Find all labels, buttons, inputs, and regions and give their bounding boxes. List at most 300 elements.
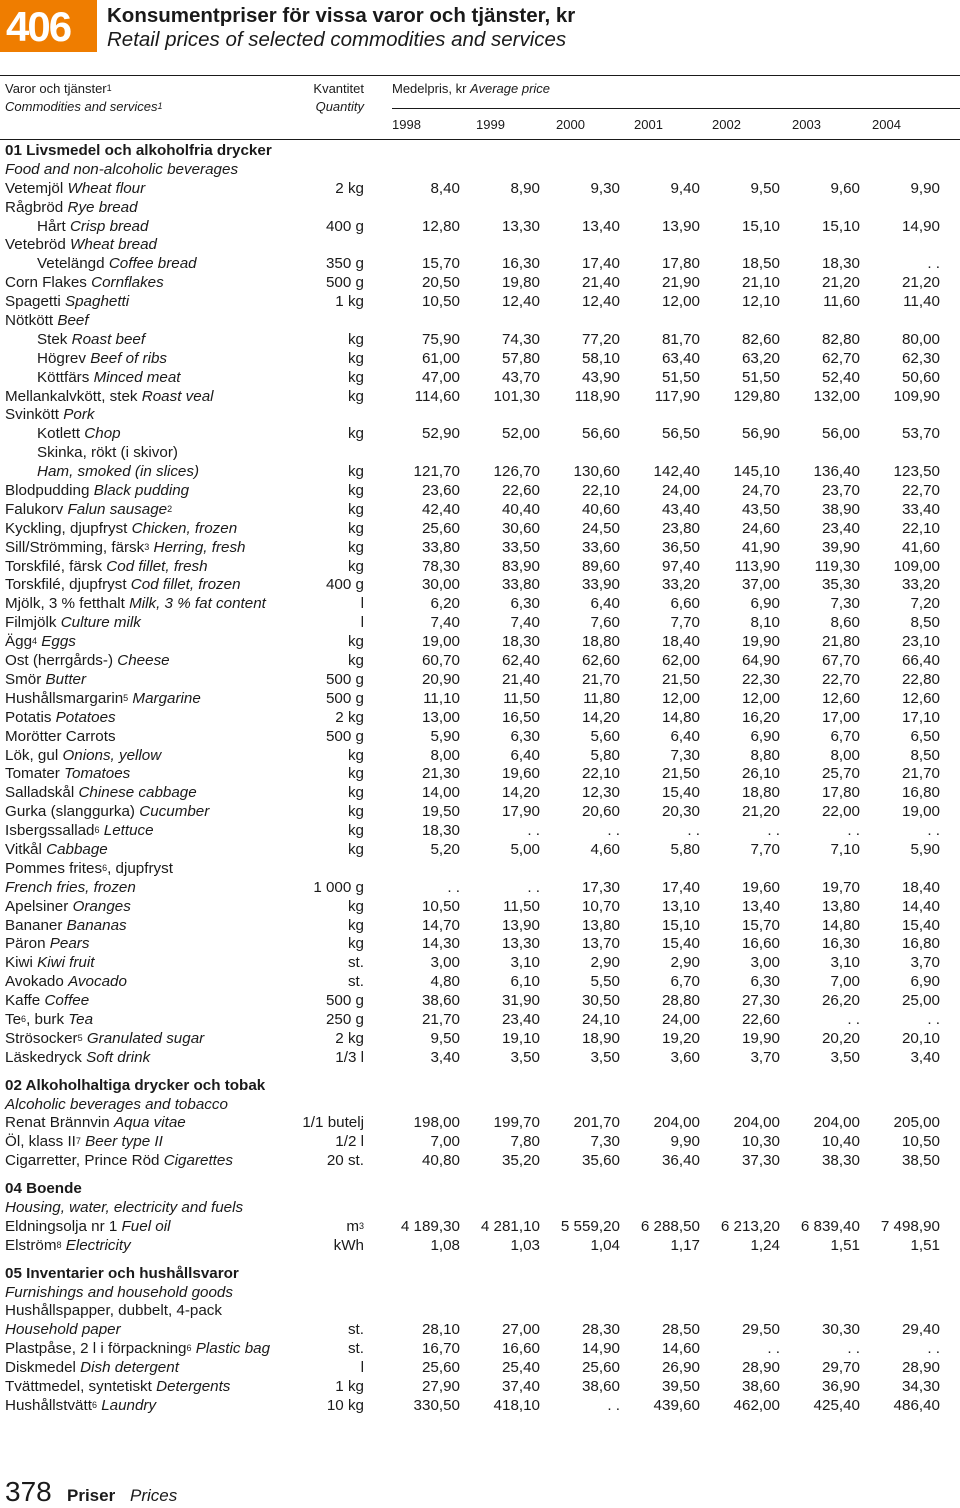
price-cell: 15,40	[901, 916, 940, 934]
quantity-value: kg	[347, 916, 364, 934]
price-cell: 36,50	[661, 538, 700, 556]
price-cell: 41,90	[741, 538, 780, 556]
price-cell: 129,80	[733, 387, 780, 405]
price-cell: 7,60	[590, 614, 620, 632]
price-cell: 3,40	[430, 1048, 460, 1066]
table-row	[0, 179, 960, 198]
quantity-cell	[348, 462, 364, 481]
price-cell: . .	[927, 1340, 940, 1358]
price-cell: 61,00	[421, 349, 460, 367]
quantity-value: 2 kg	[335, 708, 364, 726]
table-row	[0, 1151, 960, 1170]
price-cell: 29,50	[741, 1321, 780, 1339]
price-cell: 6,90	[750, 595, 780, 613]
price-cell: 18,30	[421, 822, 460, 840]
price-cell: 39,90	[821, 538, 860, 556]
price-cell: 3,10	[510, 954, 540, 972]
price-cell: 17,90	[501, 803, 540, 821]
quantity-cell	[348, 764, 364, 783]
label-sv: Spagetti	[5, 293, 61, 311]
price-cell: 12,00	[661, 689, 700, 707]
price-cell: 7,20	[910, 595, 940, 613]
quantity-cell	[326, 575, 364, 594]
row-label	[5, 1236, 131, 1255]
quantity-cell	[313, 878, 364, 897]
price-cell: 13,10	[661, 897, 700, 915]
price-cell: 7,30	[590, 1133, 620, 1151]
price-cell: 6,90	[910, 973, 940, 991]
price-cell: 439,60	[653, 1396, 700, 1414]
quantity-value: kg	[347, 633, 364, 651]
price-cell: 330,50	[413, 1396, 460, 1414]
label-sv: Hushållspapper, dubbelt, 4-pack	[5, 1302, 222, 1320]
label-sv: Plastpåse, 2 l i förpackning	[5, 1340, 187, 1358]
table-row	[0, 519, 960, 538]
quantity-cell	[302, 1113, 364, 1132]
quantity-value: 1 kg	[335, 293, 364, 311]
quantity-cell	[335, 708, 364, 727]
price-cell: 19,60	[741, 878, 780, 896]
price-cell: 15,70	[741, 916, 780, 934]
table-row	[0, 1236, 960, 1255]
label-sv: Vetelängd	[37, 255, 105, 273]
table-row	[0, 1377, 960, 1396]
price-cell: 1,51	[830, 1236, 860, 1254]
row-label	[37, 424, 121, 443]
price-cell: 23,80	[661, 519, 700, 537]
row-label	[37, 254, 197, 273]
price-cell: 34,30	[901, 1378, 940, 1395]
price-cell: 13,70	[581, 935, 620, 953]
price-cell: 204,00	[653, 1114, 700, 1132]
price-cell: 6,30	[510, 727, 540, 745]
price-cell: 22,10	[581, 482, 620, 500]
price-cell: 9,60	[830, 179, 860, 197]
price-cell: 14,60	[661, 1340, 700, 1358]
label-sv-suffix: , djupfryst	[107, 859, 173, 877]
price-cell: 8,00	[430, 746, 460, 764]
table-row	[0, 613, 960, 632]
price-cell: 38,60	[421, 992, 460, 1010]
price-cell: 24,00	[661, 1010, 700, 1028]
price-cell: 50,60	[901, 368, 940, 386]
price-cell: 3,50	[590, 1048, 620, 1066]
quantity-cell	[326, 670, 364, 689]
price-cell: 74,30	[501, 330, 540, 348]
row-label	[5, 1358, 179, 1377]
footnote-ref: 4	[32, 636, 38, 647]
quantity-cell	[348, 1320, 364, 1339]
label-en: Coffee bread	[108, 255, 197, 273]
price-cell: 6,30	[750, 973, 780, 991]
price-cell: 39,50	[661, 1378, 700, 1395]
footnote-ref: 6	[102, 862, 108, 873]
quantity-cell	[348, 783, 364, 802]
row-label	[5, 387, 214, 406]
quantity-cell	[334, 1236, 364, 1255]
quantity-cell	[326, 689, 364, 708]
row-label	[5, 1179, 82, 1198]
price-cell: 1,04	[590, 1236, 620, 1254]
price-cell: 25,00	[901, 992, 940, 1010]
quantity-cell	[348, 557, 364, 576]
price-cell: 33,80	[501, 576, 540, 594]
row-label	[37, 330, 145, 349]
quantity-cell	[361, 594, 364, 613]
price-cell: 22,60	[501, 482, 540, 500]
price-cell: 11,50	[503, 689, 540, 707]
label-en: Aqua vitae	[113, 1114, 186, 1132]
year-header: 2000	[556, 117, 585, 132]
label-en: Potatoes	[55, 708, 116, 726]
label-sv: Te	[5, 1010, 22, 1028]
price-cell: 8,40	[430, 179, 460, 197]
row-label	[5, 1151, 233, 1170]
label-en: Plastic bag	[195, 1340, 271, 1358]
price-cell: . .	[447, 878, 460, 896]
row-label	[5, 1377, 230, 1396]
price-cell: 8,60	[830, 614, 860, 632]
price-cell: 37,00	[741, 576, 780, 594]
price-cell: 14,20	[501, 784, 540, 802]
price-cell: 21,70	[421, 1010, 460, 1028]
price-cell: 10,40	[821, 1133, 860, 1151]
price-cell: 16,20	[741, 708, 780, 726]
label-en: Cucumber	[139, 803, 210, 821]
label-en: Spaghetti	[64, 293, 130, 311]
row-label	[5, 575, 241, 594]
price-cell: 3,00	[750, 954, 780, 972]
price-cell: 43,50	[741, 500, 780, 518]
quantity-value: 350 g	[325, 255, 364, 273]
row-label	[5, 613, 141, 632]
table-row	[0, 953, 960, 972]
row-label	[5, 1264, 239, 1283]
price-cell: 35,60	[581, 1152, 620, 1170]
quantity-cell	[348, 481, 364, 500]
price-cell: 142,40	[653, 463, 700, 481]
table-row	[0, 349, 960, 368]
price-cell: 13,80	[581, 916, 620, 934]
row-label	[5, 1113, 186, 1132]
price-cell: 28,90	[901, 1359, 940, 1377]
price-cell: 5,90	[910, 840, 940, 858]
price-cell: 13,30	[501, 217, 540, 235]
price-cell: 13,40	[741, 897, 780, 915]
price-cell: 204,00	[813, 1114, 860, 1132]
price-cell: 8,50	[910, 746, 940, 764]
header-rule	[0, 75, 960, 76]
price-cell: 5,80	[670, 840, 700, 858]
price-cell: 18,30	[821, 255, 860, 273]
section-heading	[0, 1264, 960, 1283]
row-label	[5, 897, 131, 916]
table-row	[0, 783, 960, 802]
quantity-value: kWh	[333, 1236, 364, 1254]
quantity-cell	[327, 1396, 364, 1415]
label-en: Chop	[84, 425, 121, 443]
quantity-value: kg	[347, 500, 364, 518]
quantity-cell	[326, 254, 364, 273]
quantity-value: kg	[347, 784, 364, 802]
price-cell: 5,50	[590, 973, 620, 991]
price-cell: 126,70	[493, 463, 540, 481]
table-row	[0, 330, 960, 349]
label-sv: Salladskål	[5, 784, 75, 802]
label-en: Crisp bread	[69, 217, 149, 235]
footnote-ref: 2	[167, 503, 173, 514]
table-row	[0, 1132, 960, 1151]
row-label	[5, 292, 129, 311]
table-row	[0, 405, 960, 424]
price-cell: 51,50	[661, 368, 700, 386]
label-sv: Tvättmedel, syntetiskt	[5, 1378, 152, 1395]
label-sv: Vitkål	[5, 840, 42, 858]
quantity-cell	[348, 330, 364, 349]
label-en: Beef	[57, 312, 89, 330]
label-sv: Kiwi	[5, 954, 33, 972]
price-cell: 6,40	[510, 746, 540, 764]
price-cell: 205,00	[893, 1114, 940, 1132]
row-label	[5, 1283, 233, 1302]
quantity-value: kg	[347, 897, 364, 915]
price-cell: 22,00	[821, 803, 860, 821]
label-en: Cod fillet, frozen	[130, 576, 241, 594]
footer-page-number: 378	[5, 1476, 52, 1507]
quantity-value: 500 g	[325, 274, 364, 292]
price-cell: 28,80	[661, 992, 700, 1010]
footer-section-en: Prices	[130, 1486, 178, 1505]
table-row	[0, 481, 960, 500]
label-sv: Gurka (slanggurka)	[5, 803, 135, 821]
label-sv: Avokado	[5, 973, 64, 991]
price-cell: 30,30	[821, 1321, 860, 1339]
table-row	[0, 198, 960, 217]
price-cell: 12,40	[581, 293, 620, 311]
footnote-ref: 5	[77, 1032, 83, 1043]
quantity-cell	[348, 802, 364, 821]
quantity-value: kg	[347, 519, 364, 537]
label-sv: 02 Alkoholhaltiga drycker och tobak	[5, 1076, 266, 1094]
quantity-value: kg	[347, 803, 364, 821]
price-cell: 17,10	[901, 708, 940, 726]
quantity-value: st.	[347, 973, 364, 991]
quantity-value: l	[360, 614, 364, 632]
price-cell: 29,40	[901, 1321, 940, 1339]
label-en: Lettuce	[103, 822, 154, 840]
row-label	[5, 1048, 150, 1067]
price-cell: 2,90	[590, 954, 620, 972]
price-cell: 12,00	[741, 689, 780, 707]
quantity-value: st.	[347, 954, 364, 972]
price-cell: 41,60	[901, 538, 940, 556]
price-cell: 23,40	[821, 519, 860, 537]
footnote-ref: 7	[75, 1136, 81, 1147]
price-cell: 16,80	[901, 784, 940, 802]
table-row	[0, 1301, 960, 1320]
label-en: Food and non-alcoholic beverages	[5, 160, 239, 178]
price-cell: 3,50	[830, 1048, 860, 1066]
row-label	[5, 538, 246, 557]
price-cell: 80,00	[901, 330, 940, 348]
quantity-value: kg	[347, 463, 364, 481]
label-en: Fuel oil	[121, 1217, 171, 1235]
section-subheading	[0, 1198, 960, 1217]
row-label	[5, 1132, 163, 1151]
footnote-ref: 6	[94, 825, 100, 836]
price-cell: 5,60	[590, 727, 620, 745]
price-cell: 16,30	[821, 935, 860, 953]
quantity-cell	[335, 179, 364, 198]
row-label	[5, 972, 127, 991]
label-en: Housing, water, electricity and fuels	[5, 1198, 244, 1216]
price-cell: 12,10	[741, 293, 780, 311]
quantity-cell	[348, 934, 364, 953]
price-cell: 13,90	[661, 217, 700, 235]
price-cell: 7,80	[510, 1133, 540, 1151]
price-cell: 22,30	[741, 670, 780, 688]
price-cell: 21,40	[501, 670, 540, 688]
row-label	[5, 859, 173, 878]
price-cell: 119,30	[814, 557, 860, 575]
quantity-cell	[348, 519, 364, 538]
price-cell: 1,03	[510, 1236, 540, 1254]
price-cell: 22,70	[901, 482, 940, 500]
label-en: Milk, 3 % fat content	[129, 595, 266, 613]
price-cell: 12,40	[501, 293, 540, 311]
label-sv: Köttfärs	[37, 368, 90, 386]
price-cell: 14,00	[421, 784, 460, 802]
quantity-value: 10 kg	[326, 1396, 364, 1414]
price-cell: 7 498,90	[880, 1217, 940, 1235]
label-sv: Hushållstvätt	[5, 1396, 92, 1414]
price-cell: 23,10	[901, 633, 940, 651]
price-cell: 19,00	[421, 633, 460, 651]
label-sv: Hushållsmargarin	[5, 689, 124, 707]
price-cell: . .	[527, 822, 540, 840]
label-sv: Torskfilé, färsk	[5, 557, 103, 575]
row-label	[5, 1217, 171, 1236]
row-label	[5, 235, 157, 254]
section-heading	[0, 1076, 960, 1095]
quantity-cell	[348, 349, 364, 368]
price-cell: 145,10	[733, 463, 780, 481]
table-row	[0, 1339, 960, 1358]
label-sv: Stek	[37, 330, 68, 348]
label-en: Kiwi fruit	[37, 954, 95, 972]
row-label	[37, 217, 148, 236]
label-sv: 05 Inventarier och hushållsvaror	[5, 1264, 239, 1282]
quantity-value: kg	[347, 387, 364, 405]
price-cell: 121,70	[413, 463, 460, 481]
row-label	[5, 500, 172, 519]
price-cell: 15,10	[821, 217, 860, 235]
quantity-value: kg	[347, 765, 364, 783]
price-cell: 33,80	[421, 538, 460, 556]
quantity-value: kg	[347, 330, 364, 348]
price-cell: 17,80	[821, 784, 860, 802]
price-cell: 14,90	[581, 1340, 620, 1358]
label-sv: Smör	[5, 670, 42, 688]
price-cell: 17,40	[581, 255, 620, 273]
price-table	[0, 141, 960, 1415]
price-cell: 21,20	[901, 274, 940, 292]
label-sv: Sill/Strömming, färsk	[5, 538, 145, 556]
table-row	[0, 443, 960, 462]
quantity-value: kg	[347, 935, 364, 953]
table-row	[0, 1358, 960, 1377]
price-cell: 25,60	[581, 1359, 620, 1377]
row-label	[5, 311, 89, 330]
label-en: Wheat bread	[70, 236, 158, 254]
label-sv: Mjölk, 3 % fetthalt	[5, 595, 125, 613]
table-row	[0, 1010, 960, 1029]
table-row	[0, 1320, 960, 1339]
quantity-cell	[348, 651, 364, 670]
quantity-value: 400 g	[325, 217, 364, 235]
label-en: Electricity	[65, 1236, 131, 1254]
price-cell: 53,70	[901, 425, 940, 443]
price-cell: 11,10	[423, 689, 460, 707]
price-cell: 5,00	[510, 840, 540, 858]
price-cell: 26,10	[741, 765, 780, 783]
label-sv: Isbergssallad	[5, 822, 95, 840]
row-label	[5, 519, 237, 538]
section-heading	[0, 141, 960, 160]
label-en: Tea	[68, 1010, 94, 1028]
label-en: Detergents	[156, 1378, 231, 1395]
label-sv: Tomater	[5, 765, 60, 783]
price-cell: 3,70	[750, 1048, 780, 1066]
price-cell: 28,30	[581, 1321, 620, 1339]
price-cell: 7,40	[430, 614, 460, 632]
quantity-cell	[326, 1010, 364, 1029]
quantity-cell	[348, 916, 364, 935]
row-label	[5, 1076, 265, 1095]
price-cell: 62,40	[501, 652, 540, 670]
quantity-value: 1/1 butelj	[302, 1114, 364, 1132]
label-sv: Päron	[5, 935, 46, 953]
price-cell: 15,70	[421, 255, 460, 273]
price-cell: 36,90	[821, 1378, 860, 1395]
price-cell: 10,50	[901, 1133, 940, 1151]
price-cell: 199,70	[493, 1114, 540, 1132]
row-label	[5, 1198, 243, 1217]
price-cell: 26,20	[821, 992, 860, 1010]
year-header: 2001	[634, 117, 663, 132]
price-cell: 117,90	[654, 387, 700, 405]
row-label	[5, 1010, 93, 1029]
price-cell: 20,50	[421, 274, 460, 292]
row-label	[5, 1095, 228, 1114]
price-cell: 6,70	[670, 973, 700, 991]
quantity-value: kg	[347, 538, 364, 556]
quantity-value: 2 kg	[335, 179, 364, 197]
price-cell: 6,90	[750, 727, 780, 745]
label-sv: 01 Livsmedel och alkoholfria drycker	[5, 142, 272, 159]
price-cell: 19,20	[661, 1029, 700, 1047]
column-header-rule	[0, 139, 960, 140]
table-row	[0, 1048, 960, 1067]
price-cell: 7,70	[750, 840, 780, 858]
quantity-cell	[326, 991, 364, 1010]
quantity-value: 250 g	[325, 1010, 364, 1028]
price-cell: 33,20	[901, 576, 940, 594]
price-cell: 22,10	[581, 765, 620, 783]
row-label	[5, 198, 138, 217]
price-cell: 17,00	[821, 708, 860, 726]
price-cell: 52,00	[501, 425, 540, 443]
